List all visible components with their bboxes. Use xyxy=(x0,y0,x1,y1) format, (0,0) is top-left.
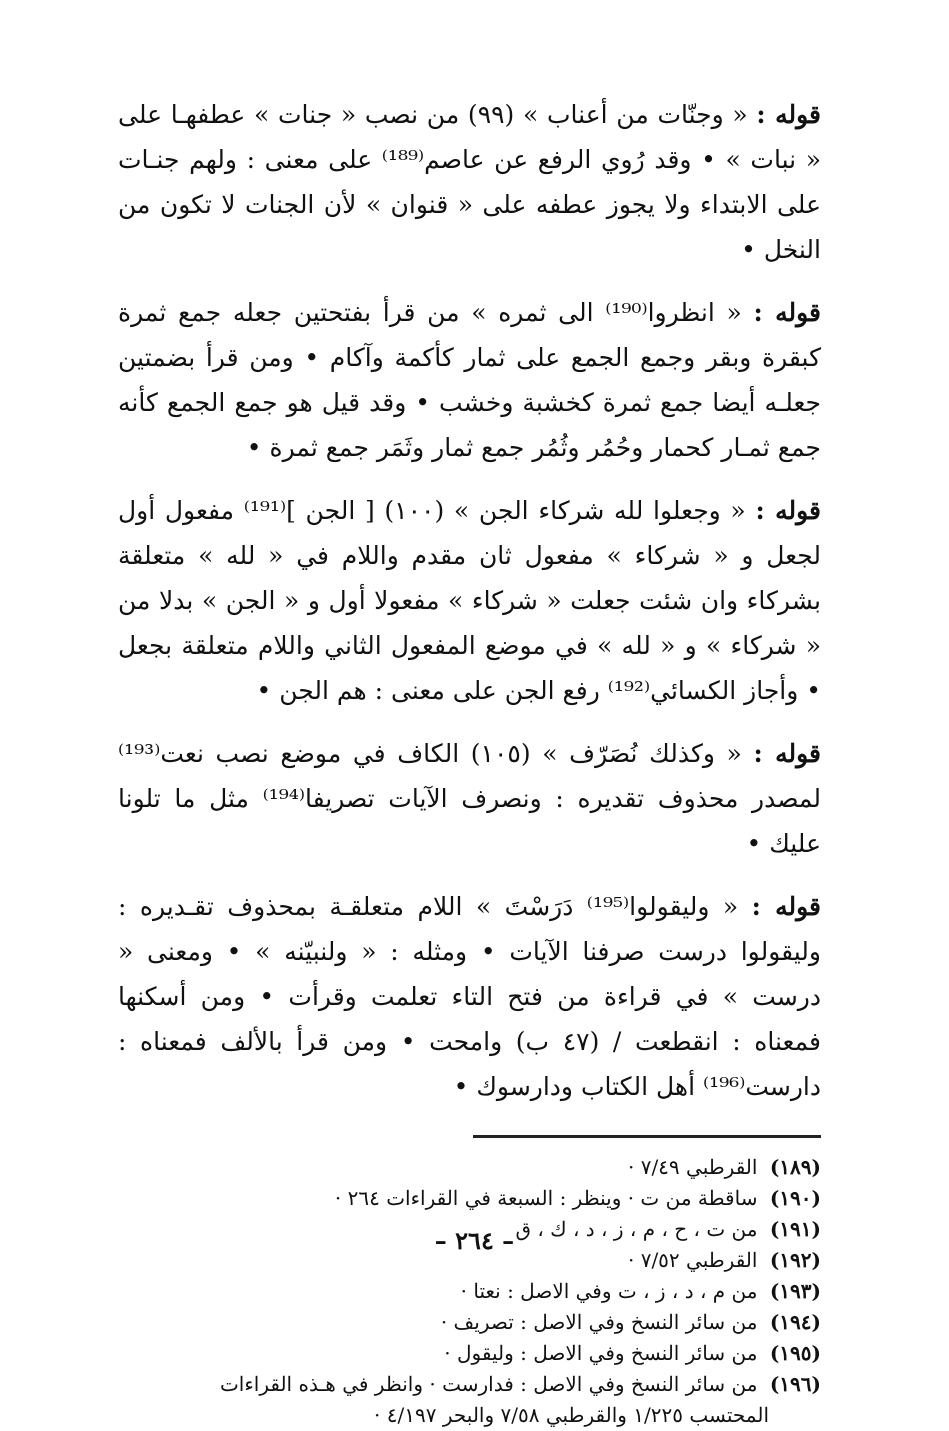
commentary-paragraph xyxy=(118,488,821,713)
footnote-continuation: المحتسب ١/٢٢٥ والقرطبي ٧/٥٨ والبحر ٤/١٩٧ · xyxy=(374,1403,769,1427)
paragraph-text: « وجنّات من أعناب » (٩٩) من نصب « جنات » عطفهـا على « نبات » • وقد رُوي الرفع عن عاصم⁽¹⁸⁹⁾ على معنى : ولهم جنـات على الابتداء ولا يجوز عطفه على « قنوان » لأن الجنات لا تكون من النخل • xyxy=(118,100,821,264)
footnote-number: (١٩٠) xyxy=(769,1186,821,1210)
footnote-item xyxy=(118,1369,821,1431)
footnote-text: ساقطة من ت · وينظر : السبعة في القراءات ٢٦٤ · xyxy=(334,1186,758,1210)
footnote-text: من سائر النسخ وفي الاصل : فدارست · وانظر في هـذه القراءات xyxy=(219,1372,758,1396)
paragraph-label: قوله : xyxy=(753,739,821,768)
paragraph-label: قوله : xyxy=(753,298,821,327)
footnote-item xyxy=(118,1276,821,1307)
commentary-paragraph xyxy=(118,92,821,272)
footnote-divider xyxy=(473,1135,821,1138)
footnote-text: القرطبي ٧/٤٩ · xyxy=(627,1155,758,1179)
footnote-item xyxy=(118,1183,821,1214)
footnote-number: (١٩٦) xyxy=(769,1372,821,1396)
footnote-item xyxy=(118,1307,821,1338)
footnote-item xyxy=(118,1338,821,1369)
footnotes-list xyxy=(118,1152,821,1431)
footnote-number: (١٩١) xyxy=(769,1217,821,1241)
page-number: – ٢٦٤ – xyxy=(434,1226,515,1255)
footnote-number: (١٩٣) xyxy=(769,1279,821,1303)
footnote-number: (١٩٥) xyxy=(769,1341,821,1365)
footnote-number: (١٩٢) xyxy=(769,1248,821,1272)
footnote-text: من م ، د ، ز ، ت وفي الاصل : نعتا · xyxy=(460,1279,758,1303)
paragraph-label: قوله : xyxy=(756,100,821,129)
footnote-text: من سائر النسخ وفي الاصل : وليقول · xyxy=(444,1341,758,1365)
footnote-number: (١٨٩) xyxy=(769,1155,821,1179)
footnote-item xyxy=(118,1152,821,1183)
paragraph-text: « انظروا⁽¹⁹⁰⁾ الى ثمره » من قرأ بفتحتين جعله جمع ثمرة كبقرة وبقر وجمع الجمع على ثمار كأكمة وآكام • ومن قرأ بضمتين جعلـه أيضا جمع ثمرة كخشبة وخشب • وقد قيل هو جمع الجمع كأنه جمع ثمـار كحمار وحُمُر وثُمُر جمع ثمار وثَمَر جمع ثمرة • xyxy=(118,298,821,462)
footnote-number: (١٩٤) xyxy=(769,1310,821,1334)
commentary-paragraph xyxy=(118,731,821,866)
paragraph-text: « وكذلك نُصَرّف » (١٠٥) الكاف في موضع نصب نعت⁽¹⁹³⁾ لمصدر محذوف تقديره : ونصرف الآيات تصريفا⁽¹⁹⁴⁾ مثل ما تلونا عليك • xyxy=(118,739,821,858)
paragraph-label: قوله : xyxy=(751,892,822,921)
footnote-text: القرطبي ٧/٥٢ · xyxy=(627,1248,758,1272)
paragraph-text: « وجعلوا لله شركاء الجن » (١٠٠) [ الجن ]⁽¹⁹¹⁾ مفعول أول لجعل و « شركاء » مفعول ثان مقدم واللام في « لله » متعلقة بشركاء وان شئت جعلت « شركاء » مفعولا أول و « الجن » بدلا من « شركاء » و « لله » في موضع المفعول الثاني واللام متعلقة بجعل • وأجاز الكسائي⁽¹⁹²⁾ رفع الجن على معنى : هم الجن • xyxy=(118,496,821,705)
commentary-paragraph xyxy=(118,290,821,470)
footnote-text: من ت ، ح ، م ، ز ، د ، ك ، ق xyxy=(515,1217,758,1241)
footnote-text: من سائر النسخ وفي الاصل : تصريف · xyxy=(440,1310,758,1334)
main-text xyxy=(118,92,821,1109)
paragraph-label: قوله : xyxy=(755,496,821,525)
commentary-paragraph xyxy=(118,884,821,1109)
paragraph-text: « وليقولوا⁽¹⁹⁵⁾ دَرَسْتَ » اللام متعلقـة بمحذوف تقـديره : وليقولوا درست صرفنا الآيات • ومثله : « ولنبيّنه » • ومعنى « درست » في قراءة من فتح التاء تعلمت وقرأت • ومن أسكنها فمعناه : انقطعت / (٤٧ ب) وامحت • ومن قرأ بالألف فمعناه : دارست⁽¹⁹⁶⁾ أهل الكتاب ودارسوك • xyxy=(118,892,822,1101)
